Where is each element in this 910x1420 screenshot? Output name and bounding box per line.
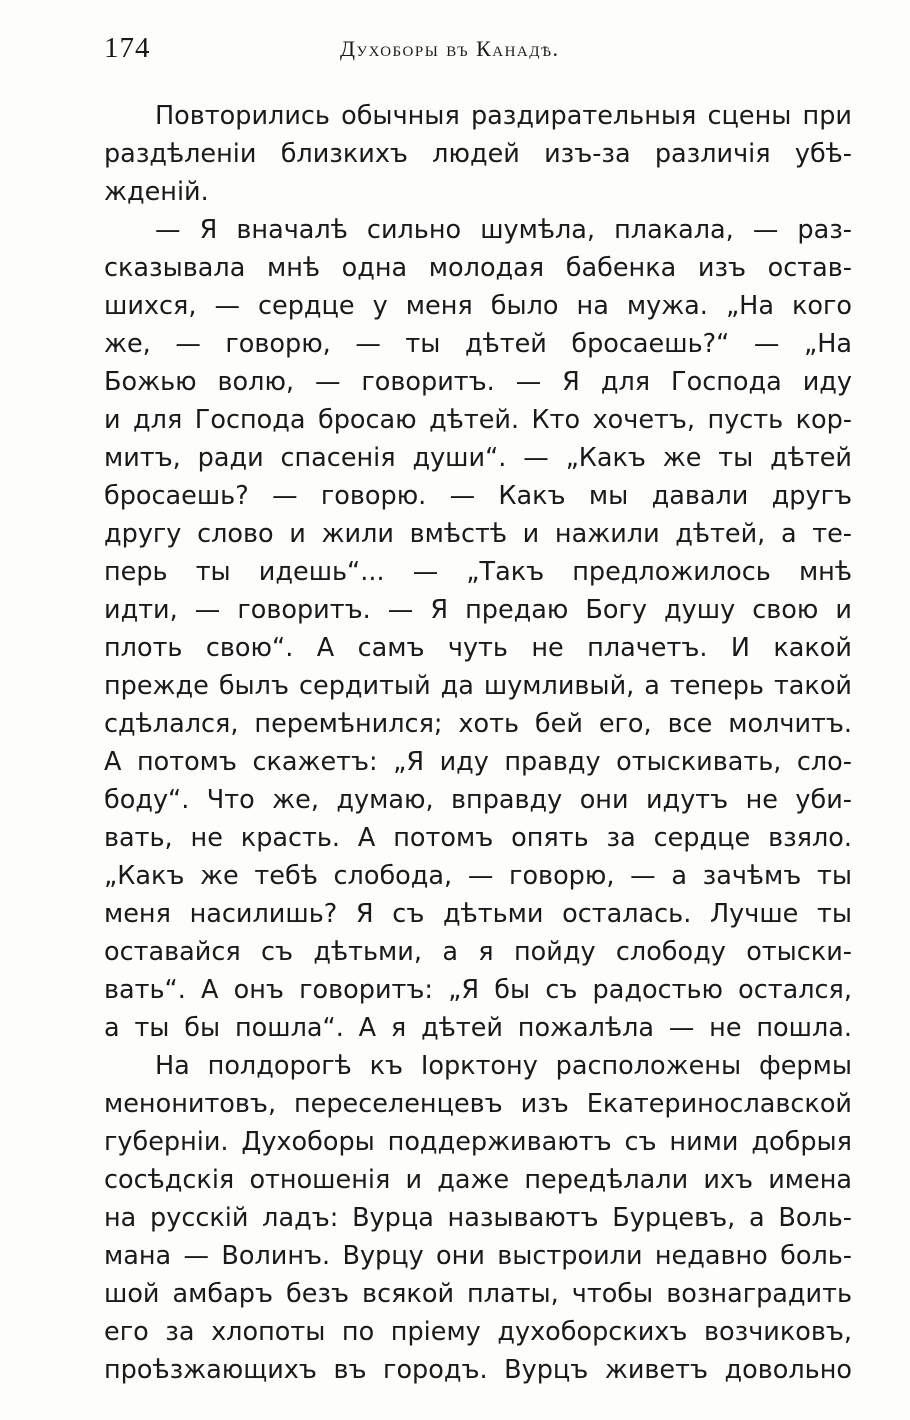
page-header bbox=[104, 30, 854, 74]
text-line: меня насилишь? Я съ дѣтьми осталась. Лучше ты bbox=[104, 899, 852, 929]
text-line: перь ты идешь“... — „Такъ предложилось мнѣ bbox=[104, 557, 852, 587]
text-line: вать, не красть. А потомъ опять за сердце взяло. bbox=[104, 823, 852, 853]
text-line: боду“. Что же, думаю, вправду они идутъ не уби- bbox=[104, 785, 852, 815]
text-line: жденій. bbox=[104, 177, 209, 207]
text-line: идти, — говоритъ. — Я предаю Богу душу свою и bbox=[104, 595, 852, 625]
text-line: менонитовъ, переселенцевъ изъ Екатеринославской bbox=[104, 1089, 852, 1119]
text-line: шихся, — сердце у меня было на мужа. „На кого bbox=[104, 291, 852, 321]
text-line: и для Господа бросаю дѣтей. Кто хочетъ, пусть кор- bbox=[104, 405, 852, 435]
text-line: Повторились обычныя раздирательныя сцены при bbox=[155, 101, 852, 131]
text-line: сдѣлался, перемѣнился; хоть бей его, все молчитъ. bbox=[104, 709, 852, 739]
page-number: 174 bbox=[104, 32, 151, 64]
text-line: шой амбаръ безъ всякой платы, чтобы вознаградить bbox=[104, 1279, 852, 1309]
text-line: проѣзжающихъ въ городъ. Вурцъ живетъ довольно bbox=[104, 1355, 852, 1385]
text-line: же, — говорю, — ты дѣтей бросаешь?“ — „На bbox=[104, 329, 852, 359]
text-line: Божью волю, — говоритъ. — Я для Господа иду bbox=[104, 367, 852, 397]
running-title: Духоборы въ Канадѣ. bbox=[340, 36, 560, 61]
text-line: а ты бы пошла“. А я дѣтей пожалѣла — не пошла. bbox=[104, 1013, 852, 1043]
text-line: — Я вначалѣ сильно шумѣла, плакала, — раз- bbox=[155, 215, 852, 245]
text-line: раздѣленіи близкихъ людей изъ-за различія убѣ- bbox=[104, 139, 852, 169]
text-line: оставайся съ дѣтьми, а я пойду слободу отыски- bbox=[104, 937, 852, 967]
text-line: прежде былъ сердитый да шумливый, а теперь такой bbox=[104, 671, 852, 701]
text-line: вать“. А онъ говоритъ: „Я бы съ радостью остался, bbox=[104, 975, 852, 1005]
text-line: сказывала мнѣ одна молодая бабенка изъ остав- bbox=[104, 253, 852, 283]
text-line: А потомъ скажетъ: „Я иду правду отыскивать, сло- bbox=[104, 747, 852, 777]
text-line: губерніи. Духоборы поддерживаютъ съ ними добрыя bbox=[104, 1127, 852, 1157]
text-line: на русскій ладъ: Вурца называютъ Бурцевъ, а Воль- bbox=[104, 1203, 852, 1233]
text-line: мана — Волинъ. Вурцу они выстроили недавно боль- bbox=[104, 1241, 852, 1271]
text-line: плоть свою“. А самъ чуть не плачетъ. И какой bbox=[104, 633, 852, 663]
text-line: сосѣдскія отношенія и даже передѣлали ихъ имена bbox=[104, 1165, 852, 1195]
text-line: митъ, ради спасенія души“. — „Какъ же ты дѣтей bbox=[104, 443, 852, 473]
text-line: На полдорогѣ къ Іорктону расположены фермы bbox=[155, 1051, 852, 1081]
text-line: бросаешь? — говорю. — Какъ мы давали другъ bbox=[104, 481, 852, 511]
text-line: другу слово и жили вмѣстѣ и нажили дѣтей, а те- bbox=[104, 519, 852, 549]
text-line: „Какъ же тебѣ слобода, — говорю, — а зачѣмъ ты bbox=[104, 861, 852, 891]
text-line: его за хлопоты по пріему духоборскихъ возчиковъ, bbox=[104, 1317, 852, 1347]
